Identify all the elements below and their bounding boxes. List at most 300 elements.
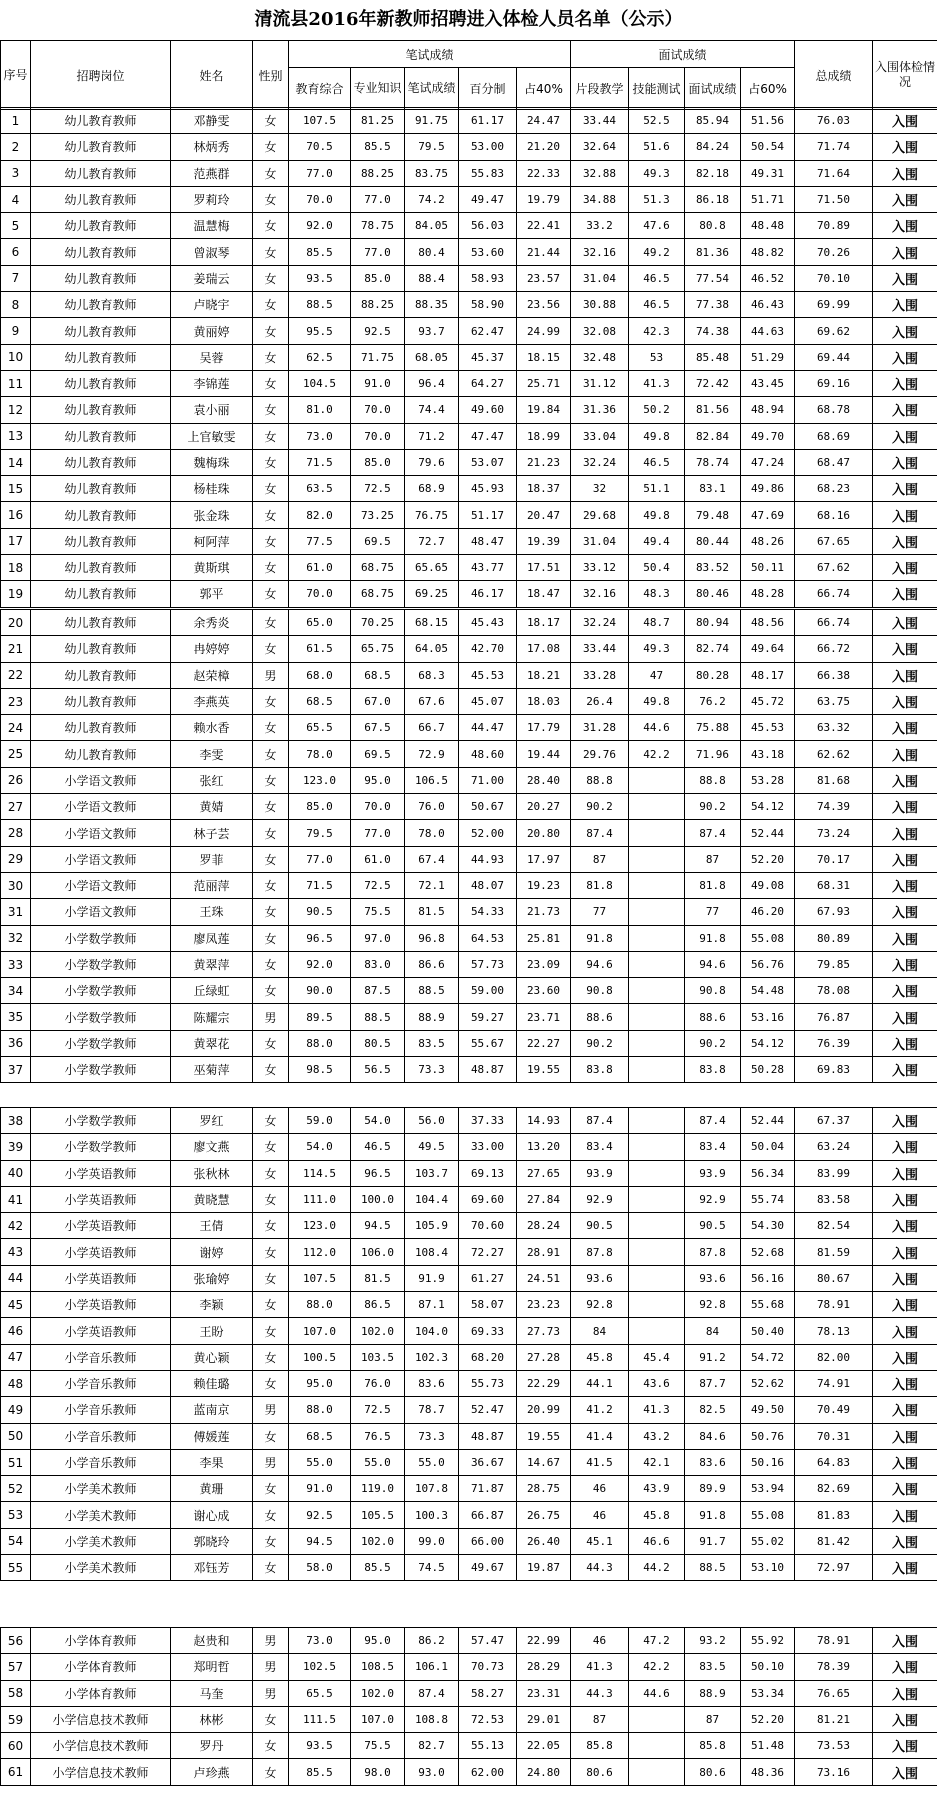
table-row <box>1 978 937 1004</box>
cell-interview-score: 87 <box>685 1706 741 1732</box>
cell-percent: 53.00 <box>459 134 517 160</box>
cell-i60: 50.10 <box>741 1654 795 1680</box>
cell-total: 69.62 <box>795 318 873 344</box>
cell-name: 张红 <box>171 767 253 793</box>
cell-written-score: 72.7 <box>405 528 459 554</box>
cell-gender: 女 <box>253 794 289 820</box>
cell-gender: 女 <box>253 1239 289 1265</box>
cell-prof: 70.0 <box>351 794 405 820</box>
cell-total: 78.91 <box>795 1292 873 1318</box>
cell-prof: 77.0 <box>351 820 405 846</box>
cell-segment: 41.5 <box>571 1449 629 1475</box>
cell-name: 张秋林 <box>171 1160 253 1186</box>
cell-i60: 56.76 <box>741 951 795 977</box>
cell-status: 入围 <box>873 767 937 793</box>
table-row <box>1 925 937 951</box>
cell-skill <box>629 899 685 925</box>
table-row <box>1 186 937 212</box>
cell-segment: 87 <box>571 846 629 872</box>
cell-name: 柯阿萍 <box>171 528 253 554</box>
cell-w40: 19.44 <box>517 741 571 767</box>
cell-status: 入围 <box>873 899 937 925</box>
cell-name: 郭平 <box>171 581 253 607</box>
cell-seq: 51 <box>1 1449 31 1475</box>
cell-skill: 42.3 <box>629 318 685 344</box>
table-row <box>1 820 937 846</box>
cell-total: 68.16 <box>795 502 873 528</box>
cell-prof: 95.0 <box>351 767 405 793</box>
cell-w40: 23.71 <box>517 1004 571 1030</box>
table-row <box>1 1344 937 1370</box>
cell-skill: 51.1 <box>629 476 685 502</box>
cell-percent: 48.87 <box>459 1423 517 1449</box>
cell-i60: 47.69 <box>741 502 795 528</box>
cell-post: 幼儿教育教师 <box>31 502 171 528</box>
header-segment: 片段教学 <box>571 68 629 110</box>
cell-segment: 44.3 <box>571 1680 629 1706</box>
cell-total: 70.10 <box>795 265 873 291</box>
cell-segment: 32.64 <box>571 134 629 160</box>
cell-prof: 96.5 <box>351 1160 405 1186</box>
cell-gender: 女 <box>253 265 289 291</box>
cell-w40: 23.31 <box>517 1680 571 1706</box>
cell-segment: 33.28 <box>571 662 629 688</box>
cell-percent: 42.70 <box>459 636 517 662</box>
cell-status: 入围 <box>873 134 937 160</box>
cell-total: 78.91 <box>795 1628 873 1654</box>
table-row <box>1 318 937 344</box>
cell-status: 入围 <box>873 292 937 318</box>
cell-gender: 女 <box>253 213 289 239</box>
cell-status: 入围 <box>873 1344 937 1370</box>
cell-post: 小学语文教师 <box>31 872 171 898</box>
cell-gender: 女 <box>253 1292 289 1318</box>
cell-segment: 87.8 <box>571 1239 629 1265</box>
cell-interview-score: 84.6 <box>685 1423 741 1449</box>
cell-total: 74.91 <box>795 1370 873 1396</box>
cell-segment: 32.24 <box>571 449 629 475</box>
table-row <box>1 1628 937 1654</box>
table-row <box>1 1476 937 1502</box>
cell-name: 范丽萍 <box>171 872 253 898</box>
cell-i60: 50.11 <box>741 555 795 581</box>
cell-status: 入围 <box>873 1555 937 1581</box>
cell-w40: 17.79 <box>517 715 571 741</box>
table-row <box>1 1108 937 1134</box>
cell-segment: 32.48 <box>571 344 629 370</box>
cell-interview-score: 89.9 <box>685 1476 741 1502</box>
table-row <box>1 581 937 607</box>
cell-seq: 60 <box>1 1733 31 1759</box>
cell-prof: 69.5 <box>351 528 405 554</box>
cell-gender: 女 <box>253 476 289 502</box>
cell-w40: 29.01 <box>517 1706 571 1732</box>
table-row <box>1 1759 937 1785</box>
cell-total: 66.74 <box>795 581 873 607</box>
cell-seq: 61 <box>1 1759 31 1785</box>
cell-written-score: 108.4 <box>405 1239 459 1265</box>
cell-seq: 20 <box>1 610 31 636</box>
cell-i60: 51.71 <box>741 186 795 212</box>
cell-post: 小学语文教师 <box>31 767 171 793</box>
cell-seq: 31 <box>1 899 31 925</box>
cell-total: 67.62 <box>795 555 873 581</box>
cell-percent: 61.27 <box>459 1265 517 1291</box>
cell-i60: 50.54 <box>741 134 795 160</box>
cell-skill <box>629 1292 685 1318</box>
table-row <box>1 1292 937 1318</box>
cell-w40: 24.51 <box>517 1265 571 1291</box>
cell-total: 78.13 <box>795 1318 873 1344</box>
cell-segment: 92.9 <box>571 1186 629 1212</box>
cell-interview-score: 74.38 <box>685 318 741 344</box>
cell-gender: 女 <box>253 502 289 528</box>
cell-segment: 92.8 <box>571 1292 629 1318</box>
cell-edu: 61.0 <box>289 555 351 581</box>
cell-gender: 女 <box>253 899 289 925</box>
cell-w40: 27.28 <box>517 1344 571 1370</box>
cell-interview-score: 83.5 <box>685 1654 741 1680</box>
cell-skill <box>629 1030 685 1056</box>
cell-w40: 20.99 <box>517 1397 571 1423</box>
cell-prof: 119.0 <box>351 1476 405 1502</box>
cell-gender: 女 <box>253 978 289 1004</box>
cell-name: 陈耀宗 <box>171 1004 253 1030</box>
cell-total: 71.50 <box>795 186 873 212</box>
cell-name: 傅媛莲 <box>171 1423 253 1449</box>
cell-interview-score: 85.48 <box>685 344 741 370</box>
cell-edu: 58.0 <box>289 1555 351 1581</box>
cell-interview-score: 90.2 <box>685 1030 741 1056</box>
cell-gender: 女 <box>253 820 289 846</box>
cell-w40: 13.20 <box>517 1134 571 1160</box>
cell-name: 魏梅珠 <box>171 449 253 475</box>
cell-written-score: 49.5 <box>405 1134 459 1160</box>
cell-gender: 女 <box>253 1344 289 1370</box>
cell-skill: 52.5 <box>629 108 685 134</box>
cell-segment: 87 <box>571 1706 629 1732</box>
cell-written-score: 68.15 <box>405 610 459 636</box>
cell-written-score: 78.7 <box>405 1397 459 1423</box>
cell-interview-score: 77.38 <box>685 292 741 318</box>
table-row <box>1 528 937 554</box>
cell-interview-score: 81.56 <box>685 397 741 423</box>
cell-total: 70.49 <box>795 1397 873 1423</box>
cell-edu: 54.0 <box>289 1134 351 1160</box>
cell-edu: 70.5 <box>289 134 351 160</box>
cell-w40: 23.60 <box>517 978 571 1004</box>
cell-total: 63.24 <box>795 1134 873 1160</box>
cell-status: 入围 <box>873 846 937 872</box>
cell-i60: 49.08 <box>741 872 795 898</box>
cell-name: 黄翠花 <box>171 1030 253 1056</box>
cell-gender: 女 <box>253 1528 289 1554</box>
cell-total: 69.83 <box>795 1057 873 1083</box>
cell-segment: 31.28 <box>571 715 629 741</box>
cell-seq: 29 <box>1 846 31 872</box>
cell-status: 入围 <box>873 1160 937 1186</box>
cell-w40: 19.55 <box>517 1057 571 1083</box>
table-row <box>1 741 937 767</box>
table-row <box>1 423 937 449</box>
cell-name: 巫菊萍 <box>171 1057 253 1083</box>
cell-name: 谢婷 <box>171 1239 253 1265</box>
cell-skill: 49.4 <box>629 528 685 554</box>
cell-edu: 65.5 <box>289 1680 351 1706</box>
cell-written-score: 74.2 <box>405 186 459 212</box>
cell-total: 62.62 <box>795 741 873 767</box>
table-row <box>1 239 937 265</box>
cell-i60: 52.68 <box>741 1239 795 1265</box>
cell-seq: 45 <box>1 1292 31 1318</box>
cell-gender: 女 <box>253 688 289 714</box>
cell-edu: 111.5 <box>289 1706 351 1732</box>
cell-skill <box>629 767 685 793</box>
cell-percent: 62.47 <box>459 318 517 344</box>
cell-percent: 52.47 <box>459 1397 517 1423</box>
cell-name: 蓝南京 <box>171 1397 253 1423</box>
cell-total: 70.26 <box>795 239 873 265</box>
cell-prof: 105.5 <box>351 1502 405 1528</box>
cell-status: 入围 <box>873 1528 937 1554</box>
cell-i60: 52.20 <box>741 846 795 872</box>
cell-status: 入围 <box>873 1239 937 1265</box>
cell-gender: 女 <box>253 610 289 636</box>
cell-total: 81.83 <box>795 1502 873 1528</box>
cell-total: 79.85 <box>795 951 873 977</box>
cell-seq: 4 <box>1 186 31 212</box>
cell-seq: 55 <box>1 1555 31 1581</box>
cell-edu: 88.0 <box>289 1397 351 1423</box>
cell-written-score: 73.3 <box>405 1423 459 1449</box>
cell-post: 幼儿教育教师 <box>31 265 171 291</box>
cell-post: 小学数学教师 <box>31 1004 171 1030</box>
cell-skill: 50.4 <box>629 555 685 581</box>
cell-interview-score: 87.7 <box>685 1370 741 1396</box>
cell-total: 68.23 <box>795 476 873 502</box>
cell-prof: 78.75 <box>351 213 405 239</box>
cell-post: 小学美术教师 <box>31 1528 171 1554</box>
cell-name: 罗丹 <box>171 1733 253 1759</box>
cell-skill: 46.6 <box>629 1528 685 1554</box>
table-row <box>1 872 937 898</box>
cell-post: 小学音乐教师 <box>31 1397 171 1423</box>
cell-edu: 91.0 <box>289 1476 351 1502</box>
cell-edu: 68.0 <box>289 662 351 688</box>
cell-name: 黄斯琪 <box>171 555 253 581</box>
table-row <box>1 1134 937 1160</box>
cell-segment: 84 <box>571 1318 629 1344</box>
cell-total: 80.89 <box>795 925 873 951</box>
cell-i60: 48.56 <box>741 610 795 636</box>
cell-w40: 14.67 <box>517 1449 571 1475</box>
cell-w40: 21.23 <box>517 449 571 475</box>
cell-seq: 36 <box>1 1030 31 1056</box>
cell-post: 幼儿教育教师 <box>31 476 171 502</box>
cell-total: 81.68 <box>795 767 873 793</box>
cell-post: 小学英语教师 <box>31 1318 171 1344</box>
cell-gender: 女 <box>253 581 289 607</box>
cell-total: 76.39 <box>795 1030 873 1056</box>
cell-percent: 58.90 <box>459 292 517 318</box>
cell-status: 入围 <box>873 423 937 449</box>
cell-skill <box>629 1706 685 1732</box>
cell-name: 王倩 <box>171 1213 253 1239</box>
cell-w40: 20.27 <box>517 794 571 820</box>
cell-segment: 41.3 <box>571 1654 629 1680</box>
cell-gender: 男 <box>253 1397 289 1423</box>
cell-seq: 58 <box>1 1680 31 1706</box>
cell-status: 入围 <box>873 1397 937 1423</box>
cell-percent: 49.67 <box>459 1555 517 1581</box>
cell-segment: 26.4 <box>571 688 629 714</box>
cell-name: 黄晓慧 <box>171 1186 253 1212</box>
cell-seq: 26 <box>1 767 31 793</box>
cell-prof: 92.5 <box>351 318 405 344</box>
cell-gender: 女 <box>253 925 289 951</box>
cell-post: 幼儿教育教师 <box>31 397 171 423</box>
cell-interview-score: 86.18 <box>685 186 741 212</box>
cell-prof: 67.0 <box>351 688 405 714</box>
cell-gender: 女 <box>253 292 289 318</box>
cell-gender: 女 <box>253 1134 289 1160</box>
cell-total: 83.99 <box>795 1160 873 1186</box>
cell-edu: 92.5 <box>289 1502 351 1528</box>
header-total: 总成绩 <box>795 41 873 110</box>
cell-seq: 9 <box>1 318 31 344</box>
cell-name: 王珠 <box>171 899 253 925</box>
cell-gender: 女 <box>253 1370 289 1396</box>
cell-edu: 77.0 <box>289 846 351 872</box>
cell-prof: 88.25 <box>351 292 405 318</box>
cell-skill: 53 <box>629 344 685 370</box>
cell-segment: 45.1 <box>571 1528 629 1554</box>
cell-edu: 71.5 <box>289 449 351 475</box>
cell-w40: 22.99 <box>517 1628 571 1654</box>
cell-segment: 41.2 <box>571 1397 629 1423</box>
cell-total: 69.16 <box>795 370 873 396</box>
cell-written-score: 108.8 <box>405 1706 459 1732</box>
cell-total: 78.08 <box>795 978 873 1004</box>
cell-interview-score: 78.74 <box>685 449 741 475</box>
cell-percent: 66.00 <box>459 1528 517 1554</box>
cell-interview-score: 83.4 <box>685 1134 741 1160</box>
cell-i60: 50.40 <box>741 1318 795 1344</box>
cell-skill <box>629 1213 685 1239</box>
cell-seq: 41 <box>1 1186 31 1212</box>
cell-skill: 51.3 <box>629 186 685 212</box>
cell-edu: 65.5 <box>289 715 351 741</box>
cell-i60: 48.82 <box>741 239 795 265</box>
table-row <box>1 1555 937 1581</box>
cell-segment: 32.16 <box>571 581 629 607</box>
results-table-section <box>0 107 937 608</box>
cell-prof: 95.0 <box>351 1628 405 1654</box>
cell-name: 邓静雯 <box>171 108 253 134</box>
cell-written-score: 86.2 <box>405 1628 459 1654</box>
cell-percent: 53.07 <box>459 449 517 475</box>
table-row <box>1 108 937 134</box>
cell-skill: 45.4 <box>629 1344 685 1370</box>
cell-i60: 55.08 <box>741 925 795 951</box>
cell-name: 杨桂珠 <box>171 476 253 502</box>
cell-gender: 女 <box>253 846 289 872</box>
cell-gender: 女 <box>253 423 289 449</box>
cell-percent: 49.47 <box>459 186 517 212</box>
cell-percent: 68.20 <box>459 1344 517 1370</box>
cell-post: 幼儿教育教师 <box>31 134 171 160</box>
cell-written-score: 96.4 <box>405 370 459 396</box>
cell-total: 72.97 <box>795 1555 873 1581</box>
cell-prof: 72.5 <box>351 872 405 898</box>
cell-percent: 45.93 <box>459 476 517 502</box>
cell-w40: 17.97 <box>517 846 571 872</box>
cell-gender: 女 <box>253 872 289 898</box>
cell-post: 小学英语教师 <box>31 1239 171 1265</box>
cell-percent: 57.47 <box>459 1628 517 1654</box>
cell-total: 74.39 <box>795 794 873 820</box>
cell-prof: 70.0 <box>351 423 405 449</box>
cell-post: 小学语文教师 <box>31 794 171 820</box>
table-row <box>1 1213 937 1239</box>
cell-post: 小学音乐教师 <box>31 1423 171 1449</box>
table-row <box>1 1030 937 1056</box>
cell-post: 小学体育教师 <box>31 1654 171 1680</box>
cell-written-score: 65.65 <box>405 555 459 581</box>
cell-edu: 68.5 <box>289 688 351 714</box>
cell-written-score: 103.7 <box>405 1160 459 1186</box>
cell-status: 入围 <box>873 1030 937 1056</box>
table-row <box>1 449 937 475</box>
cell-edu: 104.5 <box>289 370 351 396</box>
cell-w40: 27.73 <box>517 1318 571 1344</box>
cell-post: 小学美术教师 <box>31 1555 171 1581</box>
cell-written-score: 107.8 <box>405 1476 459 1502</box>
cell-percent: 61.17 <box>459 108 517 134</box>
cell-seq: 33 <box>1 951 31 977</box>
cell-edu: 95.5 <box>289 318 351 344</box>
cell-post: 幼儿教育教师 <box>31 186 171 212</box>
table-row <box>1 213 937 239</box>
cell-prof: 102.0 <box>351 1318 405 1344</box>
header-post: 招聘岗位 <box>31 41 171 110</box>
cell-segment: 33.44 <box>571 636 629 662</box>
cell-post: 小学数学教师 <box>31 978 171 1004</box>
cell-interview-score: 85.8 <box>685 1733 741 1759</box>
cell-post: 幼儿教育教师 <box>31 344 171 370</box>
cell-name: 谢心成 <box>171 1502 253 1528</box>
header-written-group: 笔试成绩 <box>289 41 571 68</box>
cell-prof: 71.75 <box>351 344 405 370</box>
table-row <box>1 767 937 793</box>
cell-percent: 57.73 <box>459 951 517 977</box>
cell-edu: 71.5 <box>289 872 351 898</box>
cell-written-score: 66.7 <box>405 715 459 741</box>
cell-w40: 26.40 <box>517 1528 571 1554</box>
cell-interview-score: 80.44 <box>685 528 741 554</box>
cell-gender: 女 <box>253 1423 289 1449</box>
cell-written-score: 88.5 <box>405 978 459 1004</box>
cell-prof: 67.5 <box>351 715 405 741</box>
cell-written-score: 76.75 <box>405 502 459 528</box>
cell-prof: 102.0 <box>351 1680 405 1706</box>
cell-written-score: 74.4 <box>405 397 459 423</box>
cell-prof: 81.5 <box>351 1265 405 1291</box>
cell-written-score: 73.3 <box>405 1057 459 1083</box>
cell-written-score: 81.5 <box>405 899 459 925</box>
cell-edu: 88.5 <box>289 292 351 318</box>
cell-name: 罗菲 <box>171 846 253 872</box>
